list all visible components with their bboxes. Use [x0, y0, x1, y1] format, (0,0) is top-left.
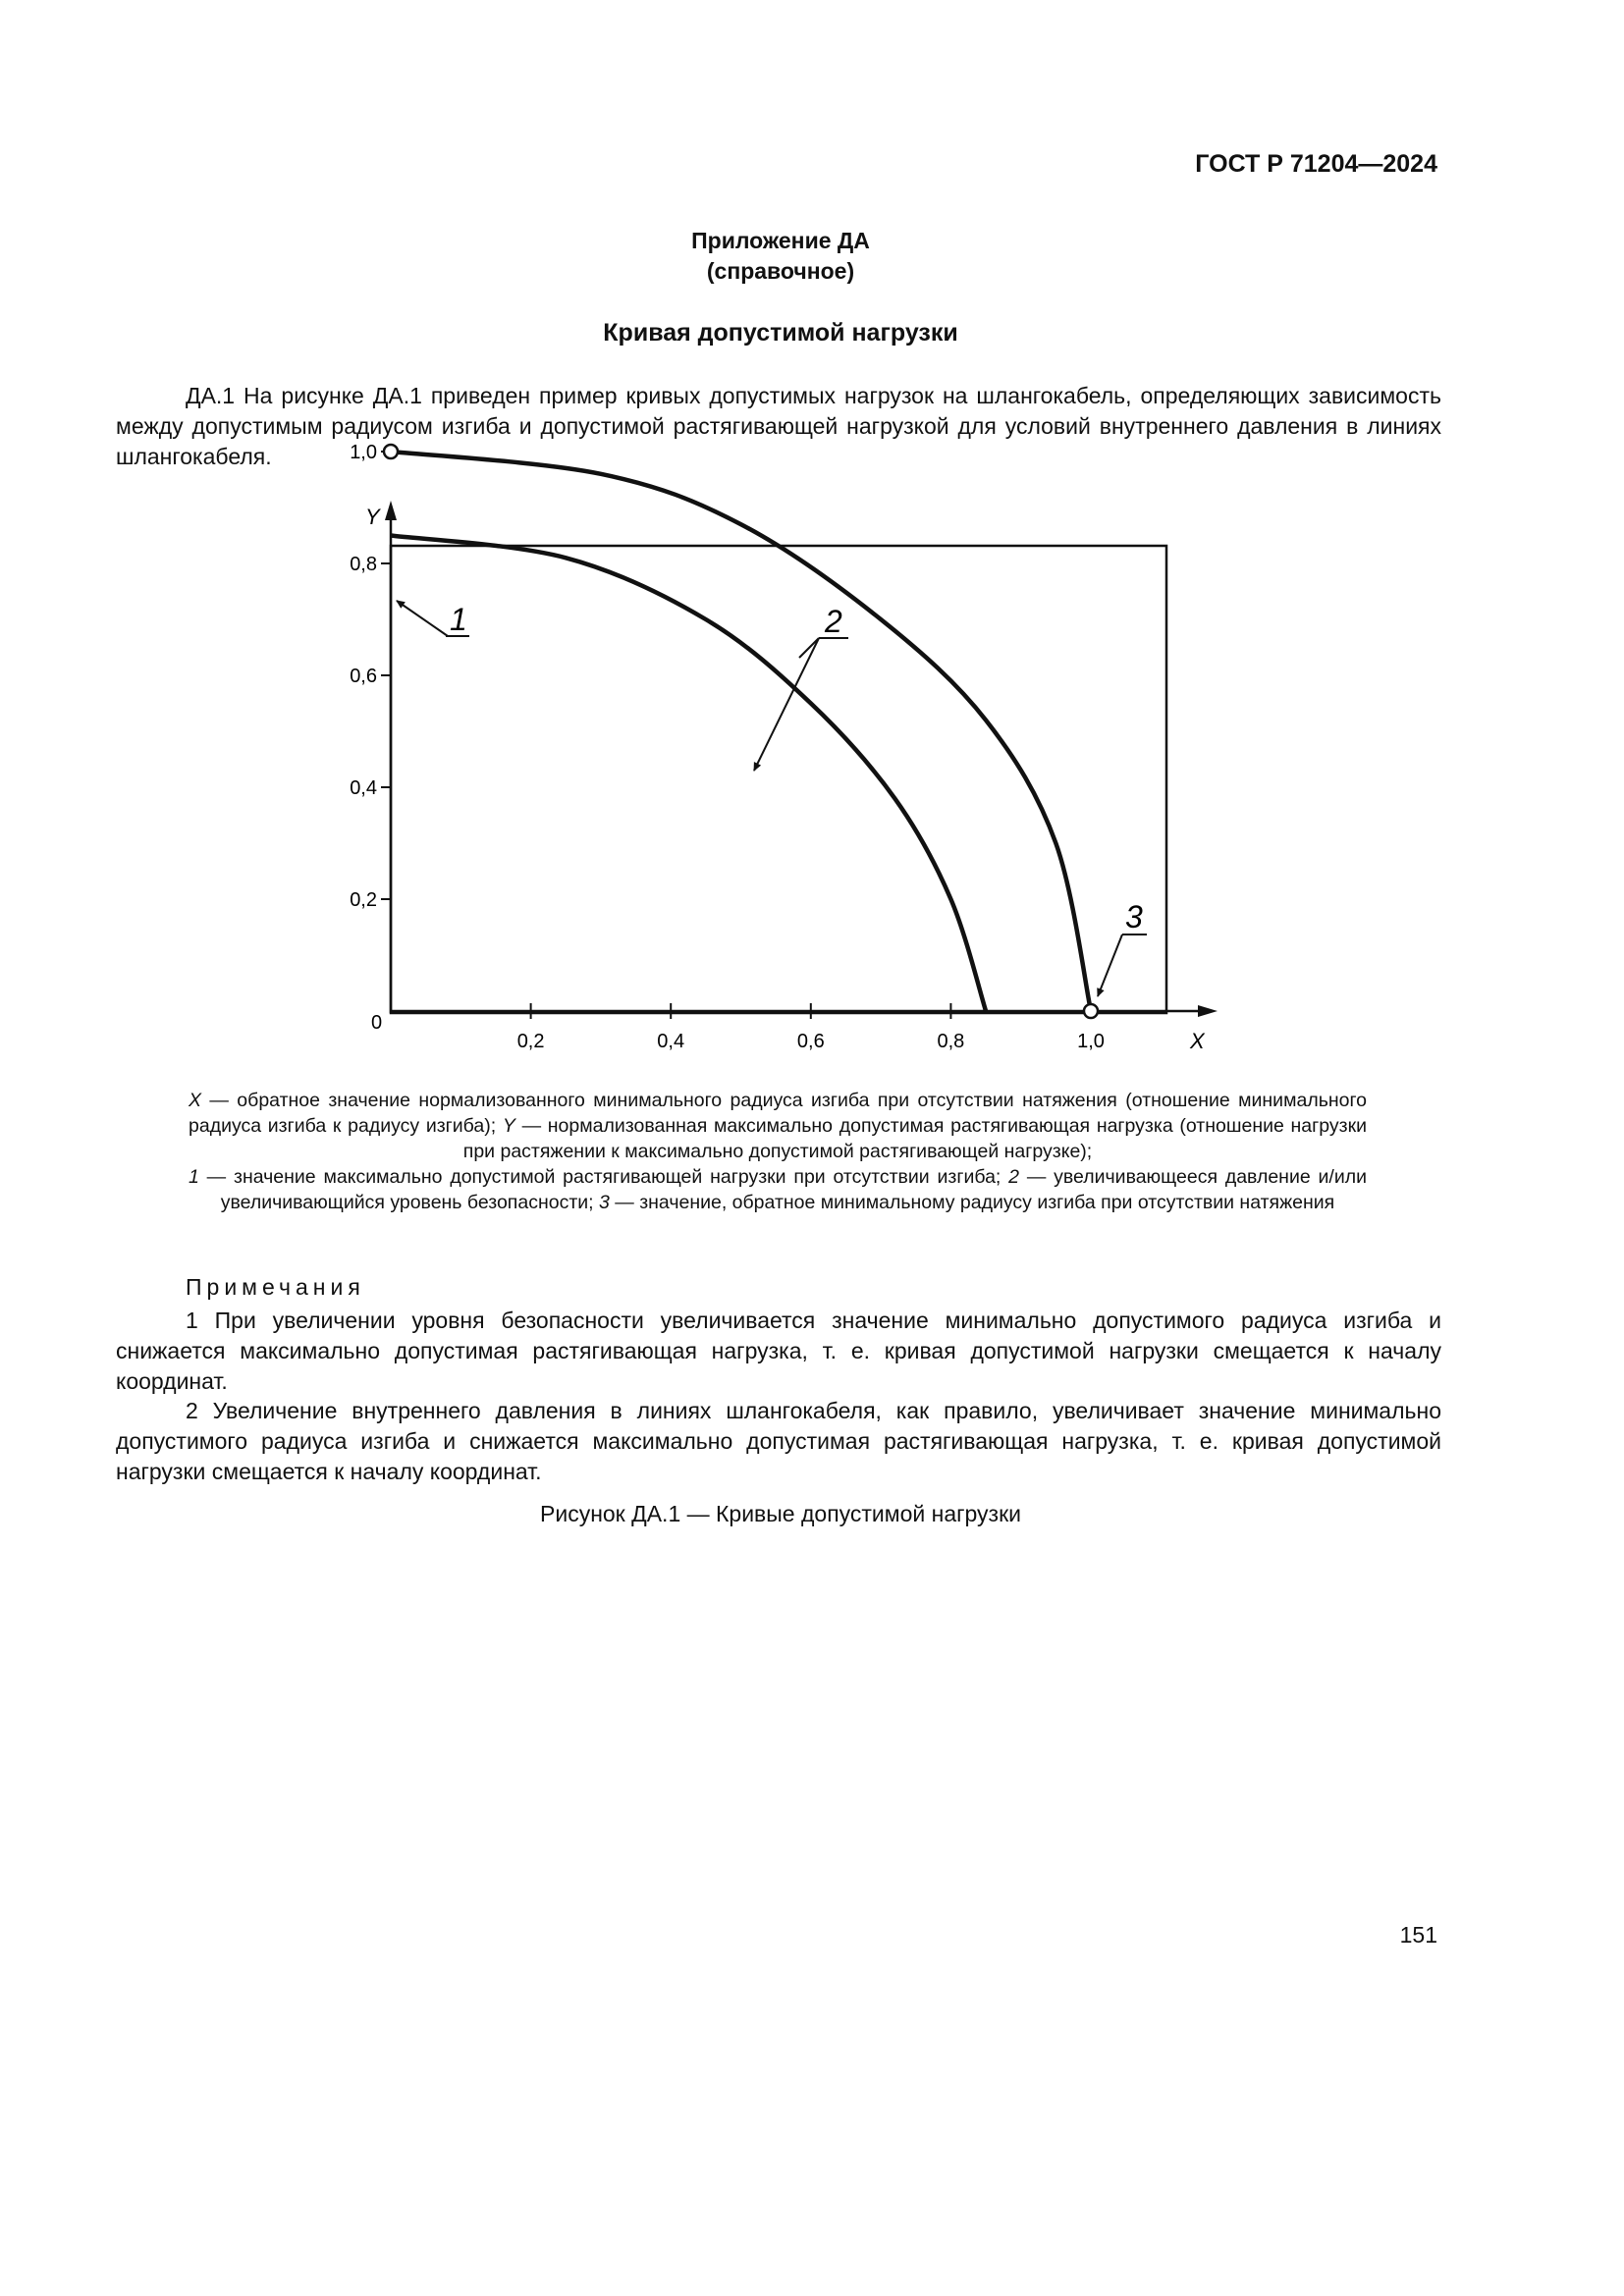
callout-2-label: 2	[825, 604, 842, 639]
x-axis-label: X	[1190, 1029, 1205, 1053]
x-tick-label: 0,4	[657, 1031, 685, 1052]
marker-point-3	[1084, 1004, 1098, 1018]
legend-key-1: 1	[189, 1166, 199, 1188]
callout-3-leader	[1098, 934, 1122, 996]
annex-subtitle: (справочное)	[706, 258, 855, 284]
x-tick-label: 0,2	[516, 1031, 545, 1052]
curve-inner	[391, 536, 986, 1012]
curve-outer	[391, 452, 1091, 1011]
figure-legend	[189, 1088, 1367, 1215]
y-tick-label: 0,2	[350, 889, 377, 911]
page-number: 151	[1399, 1922, 1437, 1948]
y-axis-label: Y	[365, 505, 380, 529]
y-tick-label: 0,4	[350, 777, 377, 799]
y-axis-arrow	[385, 501, 397, 520]
legend-text-2: — увеличивающееся давление и/или увеличивающийся уровень безопасности;	[220, 1166, 1367, 1213]
legend-y-text: — нормализованная максимально допустимая растягивающая нагрузка (отношение нагрузки при растяжении к максимально допустимой растягивающей нагрузке);	[462, 1115, 1367, 1162]
note-1: 1 При увеличении уровня безопасности увеличивается значение минимально допустимого радиуса изгиба и снижается максимально допустимая растягивающая нагрузка, т. е. кривая допустимой нагрузки смещается к началу координат.	[116, 1308, 1441, 1394]
x-tick-label: 0,8	[937, 1031, 965, 1052]
callout-1-label: 1	[450, 602, 467, 637]
y-tick-label: 0,8	[350, 554, 377, 575]
legend-key-3: 3	[599, 1192, 610, 1213]
annex-title: Приложение ДА	[691, 228, 870, 253]
notes-title: Примечания	[186, 1274, 365, 1300]
note-2: 2 Увеличение внутреннего давления в линиях шлангокабеля, как правило, увеличивает значение минимально допустимого радиуса изгиба и снижается максимально допустимая растягивающая нагрузка, т. е. кривая допустимой нагрузки смещается к началу координат.	[116, 1398, 1441, 1484]
x-tick-label: 1,0	[1077, 1031, 1105, 1052]
callout-1-leader	[397, 601, 448, 636]
load-curve-chart	[314, 442, 1237, 1062]
section-title: Кривая допустимой нагрузки	[603, 319, 958, 347]
x-axis-arrow	[1198, 1005, 1218, 1017]
legend-x-key: X	[189, 1090, 202, 1111]
document-number: ГОСТ Р 71204—2024	[1195, 150, 1437, 178]
origin-label: 0	[371, 1012, 383, 1034]
callout-2-leader	[799, 638, 819, 658]
legend-x-text: — обратное значение нормализованного минимального радиуса изгиба при отсутствии натяжения (отношение минимального радиуса изгиба к радиусу изгиба);	[189, 1090, 1367, 1137]
legend-text-3: — значение, обратное минимальному радиусу изгиба при отсутствии натяжения	[609, 1192, 1335, 1213]
plot-frame	[391, 546, 1166, 1013]
legend-y-key: Y	[502, 1115, 515, 1137]
callout-3-label: 3	[1125, 899, 1143, 934]
figure-caption: Рисунок ДА.1 — Кривые допустимой нагрузки	[540, 1501, 1021, 1526]
intro-paragraph: ДА.1 На рисунке ДА.1 приведен пример кривых допустимых нагрузок на шлангокабель, определяющих зависимость между допустимым радиусом изгиба и допустимой растягивающей нагрузкой для условий внутреннего давления в линиях шлангокабеля.	[116, 383, 1441, 469]
y-tick-label: 1,0	[350, 442, 377, 463]
marker-point-1	[384, 445, 398, 458]
annex-heading	[0, 226, 1561, 287]
y-tick-label: 0,6	[350, 666, 377, 687]
legend-key-2: 2	[1008, 1166, 1020, 1188]
x-tick-label: 0,6	[796, 1031, 825, 1052]
legend-text-1: — значение максимально допустимой растягивающей нагрузки при отсутствии изгиба;	[198, 1166, 1009, 1188]
